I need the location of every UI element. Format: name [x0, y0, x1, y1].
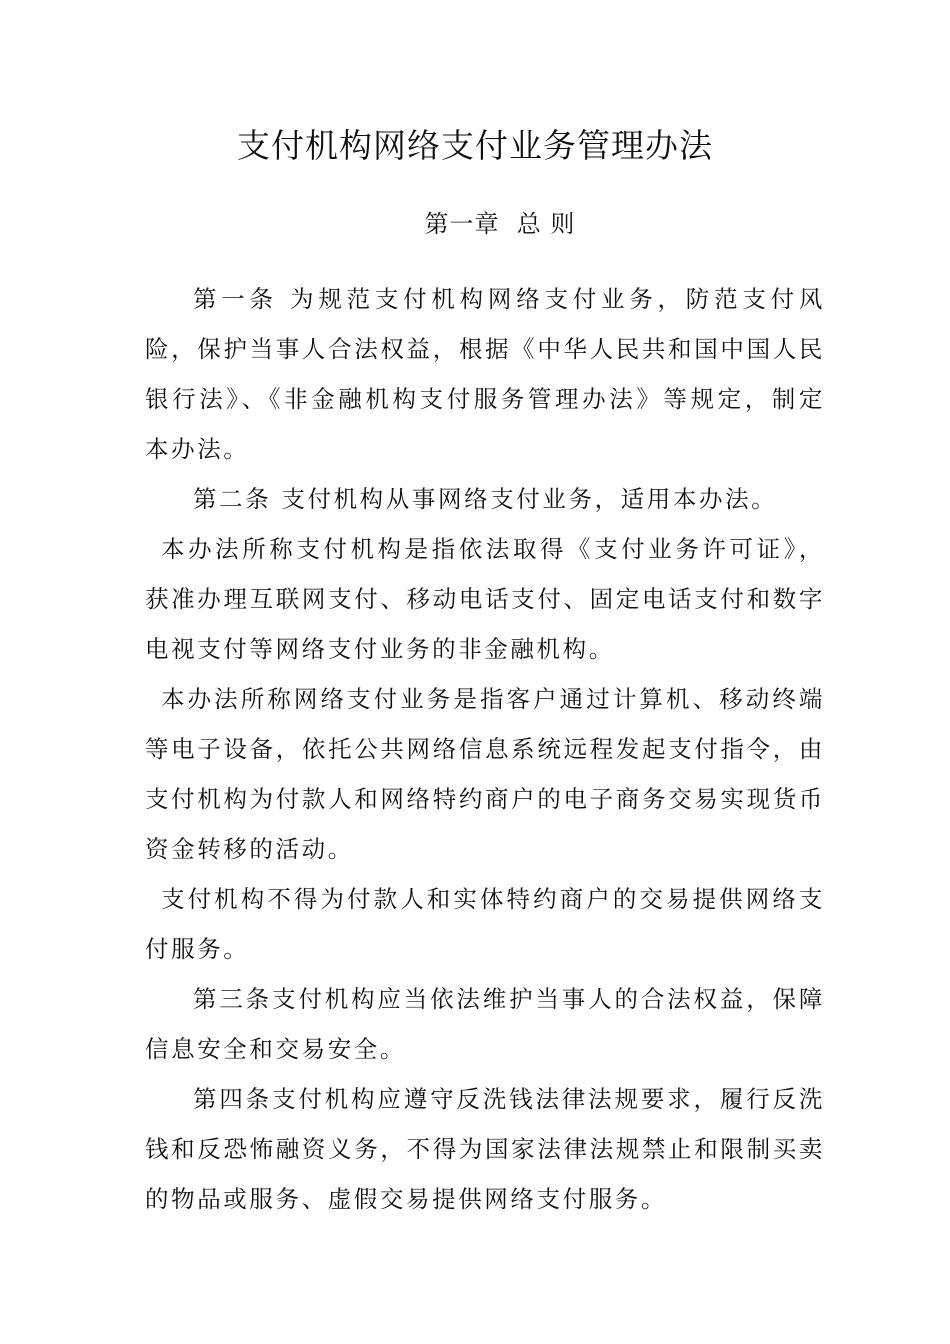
chapter-heading: 第一章 总 则 — [424, 210, 576, 238]
article-2-paragraph: 第二条 支付机构从事网络支付业务，适用本办法。 — [193, 485, 778, 513]
document-body — [145, 274, 825, 1224]
document-title: 支付机构网络支付业务管理办法 — [237, 126, 713, 165]
physical-merchant-restriction-paragraph: 支付机构不得为付款人和实体特约商户的交易提供网络支付服务。 — [145, 885, 825, 963]
article-1-paragraph: 第一条 为规范支付机构网络支付业务，防范支付风险，保护当事人合法权益，根据《中华人民共和国中国人民银行法》、《非金融机构支付服务管理办法》等规定，制定本办法。 — [145, 285, 825, 463]
payment-institution-definition-paragraph: 本办法所称支付机构是指依法取得《支付业务许可证》，获准办理互联网支付、移动电话支付、固定电话支付和数字电视支付等网络支付业务的非金融机构。 — [145, 535, 825, 663]
article-4-paragraph: 第四条支付机构应遵守反洗钱法律法规要求，履行反洗钱和反恐怖融资义务，不得为国家法律法规禁止和限制买卖的物品或服务、虚假交易提供网络支付服务。 — [145, 1085, 825, 1213]
article-3-paragraph: 第三条支付机构应当依法维护当事人的合法权益，保障信息安全和交易安全。 — [145, 985, 825, 1063]
online-payment-definition-paragraph: 本办法所称网络支付业务是指客户通过计算机、移动终端等电子设备，依托公共网络信息系统远程发起支付指令，由支付机构为付款人和网络特约商户的电子商务交易实现货币资金转移的活动。 — [145, 685, 825, 863]
